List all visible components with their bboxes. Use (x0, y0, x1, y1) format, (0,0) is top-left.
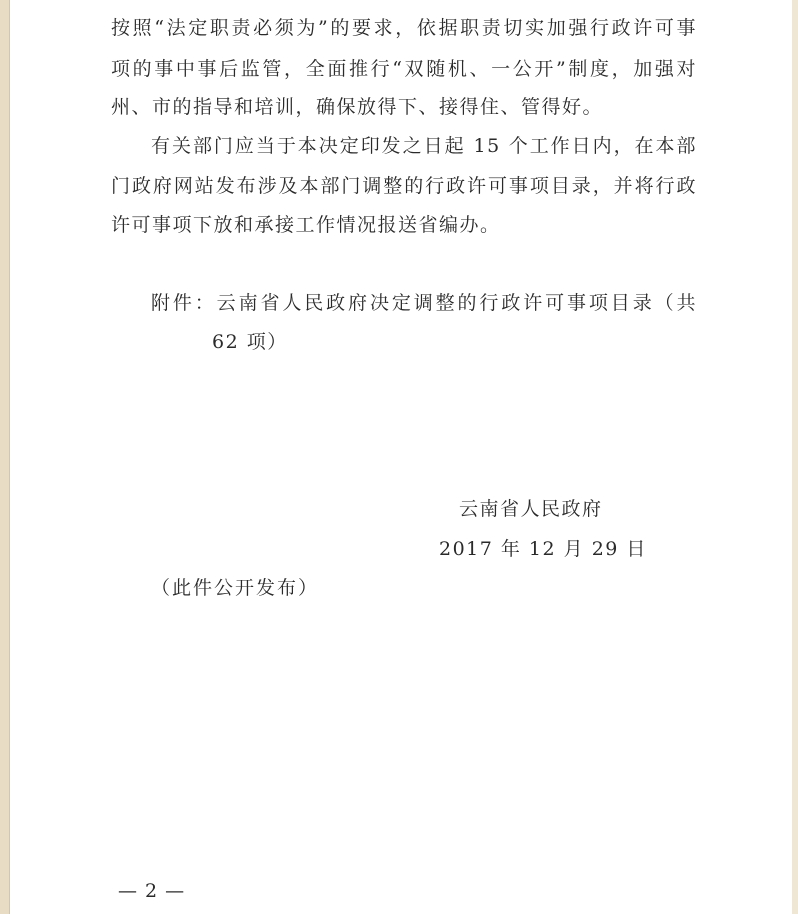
paragraph-1-line-1: 按照“法定职责必须为”的要求，依据职责切实加强行政许可事 (111, 17, 697, 39)
page-left-border (0, 0, 9, 914)
page-number: — 2 — (118, 880, 186, 902)
attachment-line-2: 62 项） (212, 331, 288, 353)
attachment-line-1: 附件：云南省人民政府决定调整的行政许可事项目录（共 (151, 292, 697, 314)
issue-date: 2017 年 12 月 29 日 (439, 538, 647, 560)
paragraph-1-line-2: 项的事中事后监管，全面推行“双随机、一公开”制度，加强对 (111, 58, 697, 80)
publication-note: （此件公开发布） (151, 577, 320, 599)
paragraph-2-line-2: 门政府网站发布涉及本部门调整的行政许可事项目录，并将行政 (111, 175, 697, 197)
paragraph-2-line-3: 许可事项下放和承接工作情况报送省编办。 (111, 214, 501, 236)
paragraph-2-line-1: 有关部门应当于本决定印发之日起 15 个工作日内，在本部 (151, 135, 697, 157)
issuer-name: 云南省人民政府 (459, 498, 603, 520)
page-right-border (792, 0, 798, 914)
document-page (10, 0, 792, 914)
paragraph-1-line-3: 州、市的指导和培训，确保放得下、接得住、管得好。 (111, 96, 604, 118)
